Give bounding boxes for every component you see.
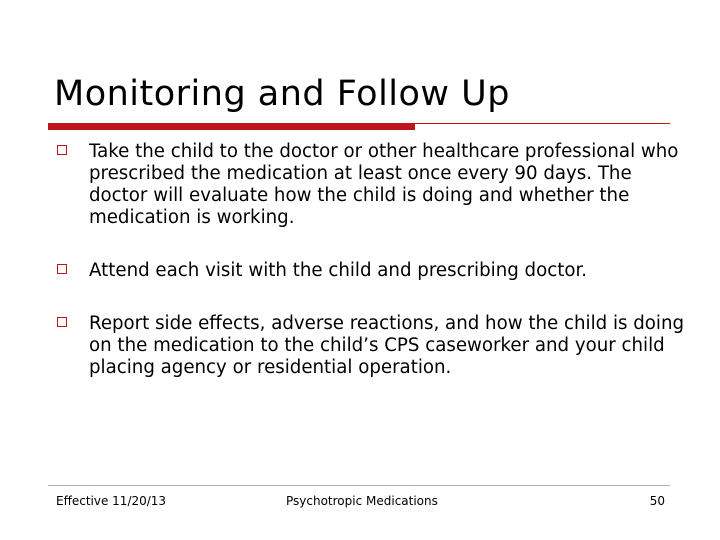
bullet-item-attend-visits (57, 260, 687, 282)
bullet-item-doctor-visits (57, 141, 687, 229)
title-divider-accent (48, 124, 415, 130)
slide-title: Monitoring and Follow Up (54, 74, 511, 114)
footer-page-number: 50 (649, 494, 665, 508)
bullet-list (57, 141, 687, 379)
bullet-text: Report side effects, adverse reactions, and how the child is doing on the medication to the child’s CPS caseworker and your child placing agency or residential operation. (89, 313, 685, 378)
footer-divider (48, 485, 670, 486)
bullet-item-report-effects (57, 313, 687, 379)
hollow-square-icon (57, 317, 67, 327)
bullet-text: Take the child to the doctor or other healthcare professional who prescribed the medication at least once every 90 days. The doctor will evaluate how the child is doing and whether the medication is working. (89, 141, 679, 228)
hollow-square-icon (57, 264, 67, 274)
hollow-square-icon (57, 145, 67, 155)
footer-effective-date: Effective 11/20/13 (56, 494, 167, 508)
bullet-text: Attend each visit with the child and prescribing doctor. (89, 260, 588, 281)
footer-topic: Psychotropic Medications (286, 494, 438, 508)
